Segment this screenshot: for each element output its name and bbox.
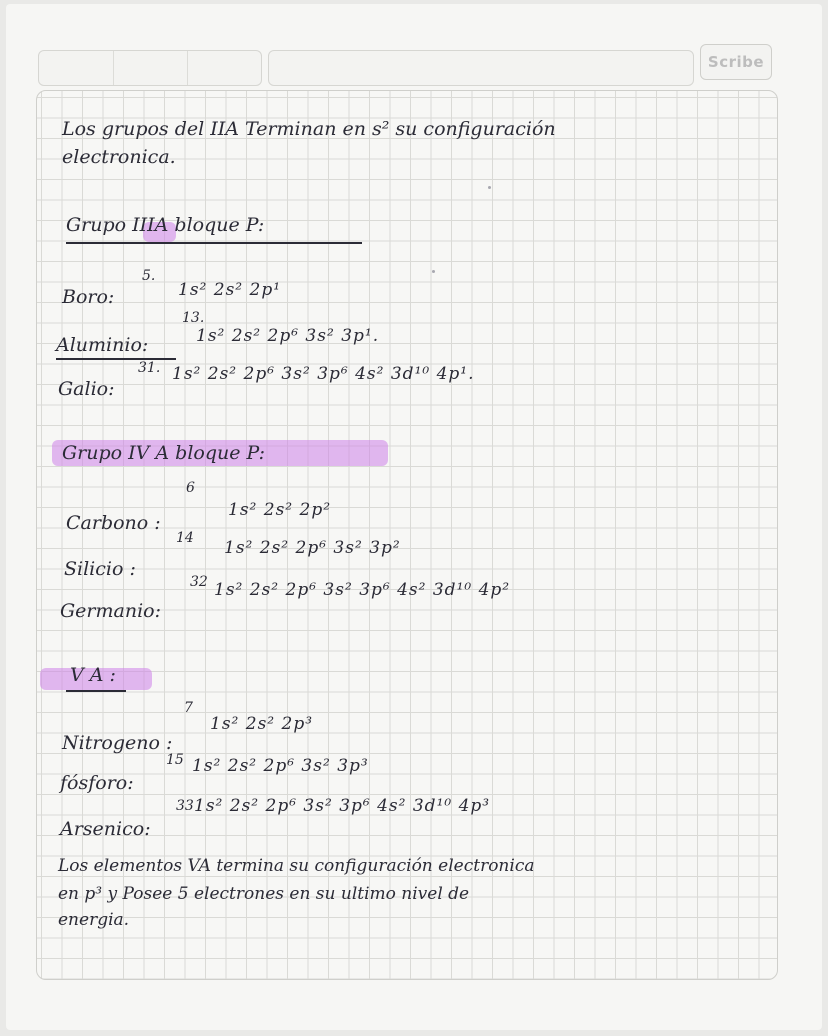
boro-config: 1s² 2s² 2p¹ [178,280,282,300]
header-field-right [268,50,694,86]
boro-name: Boro: [62,286,115,308]
intro-line-1: Los grupos del IIA Terminan en s² su configuración [62,118,556,140]
stray-dot [488,186,491,189]
carbono-config: 1s² 2s² 2p² [228,500,332,520]
nitrogeno-config: 1s² 2s² 2p³ [210,714,314,734]
arsenico-atomic-number: 33 [176,798,194,814]
boro-atomic-number: 5. [142,268,156,284]
germanio-config: 1s² 2s² 2p⁶ 3s² 3p⁶ 4s² 3d¹⁰ 4p² [214,580,511,600]
silicio-atomic-number: 14 [176,530,194,546]
group5-underline [66,690,126,692]
galio-name: Galio: [58,378,115,400]
silicio-config: 1s² 2s² 2p⁶ 3s² 3p² [224,538,401,558]
aluminio-name: Aluminio: [56,334,149,356]
aluminio-atomic-number: 13. [182,310,205,326]
germanio-name: Germanio: [60,600,162,622]
nitrogeno-atomic-number: 7 [184,700,193,716]
germanio-atomic-number: 32 [190,574,208,590]
stray-dot [432,270,435,273]
header-field-left [38,50,262,86]
intro-line-2: electronica. [62,146,176,168]
fosforo-config: 1s² 2s² 2p⁶ 3s² 3p³ [192,756,369,776]
group5-title: V A : [70,664,116,686]
silicio-name: Silicio : [64,558,136,580]
carbono-name: Carbono : [66,512,161,534]
galio-atomic-number: 31. [138,360,161,376]
arsenico-name: Arsenico: [60,818,151,840]
arsenico-config: 1s² 2s² 2p⁶ 3s² 3p⁶ 4s² 3d¹⁰ 4p³ [194,796,491,816]
carbono-atomic-number: 6 [186,480,195,496]
galio-config: 1s² 2s² 2p⁶ 3s² 3p⁶ 4s² 3d¹⁰ 4p¹. [172,364,475,384]
conclusion-line-3: energia. [58,910,130,930]
aluminio-config: 1s² 2s² 2p⁶ 3s² 3p¹. [196,326,380,346]
conclusion-line-2: en p³ y Posee 5 electrones en su ultimo nivel de [58,884,470,904]
scribe-logo: Scribe [700,44,772,80]
group4-title: Grupo IV A bloque P: [62,442,266,464]
fosforo-atomic-number: 15 [166,752,184,768]
group3-title: Grupo IIIA bloque P: [66,214,265,236]
fosforo-name: fósforo: [60,772,134,794]
conclusion-line-1: Los elementos VA termina su configuración electronica [58,856,535,876]
nitrogeno-name: Nitrogeno : [62,732,173,754]
group3-underline [66,242,362,244]
